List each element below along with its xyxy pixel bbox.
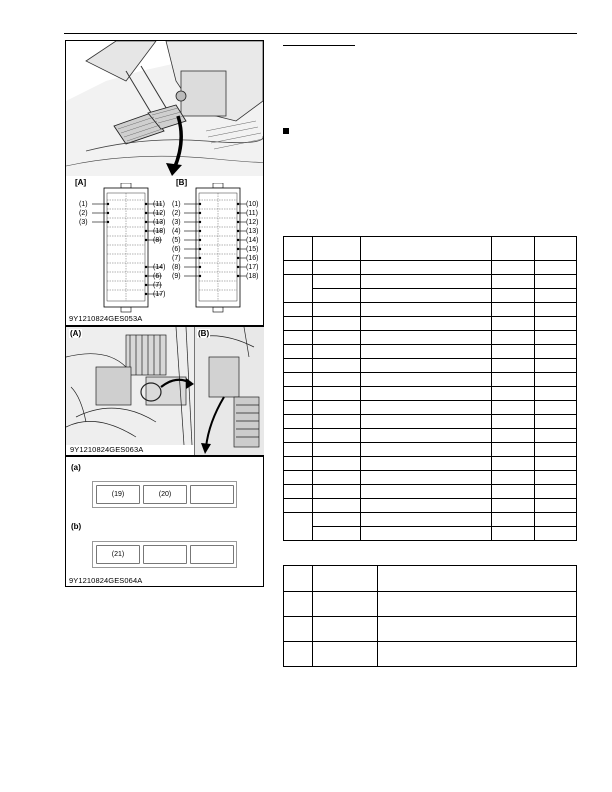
callout-b-left: (4)	[172, 228, 181, 235]
relay-slot	[143, 545, 187, 564]
table-row	[284, 429, 577, 443]
bullet-square-icon	[283, 128, 289, 134]
fuse-box-label-a: [A]	[75, 178, 87, 187]
callout-a-left: (1)	[79, 201, 88, 208]
table-row	[284, 303, 577, 317]
figure-panel-fuse-box	[65, 40, 264, 326]
callout-a-left: (3)	[79, 219, 88, 226]
callout-b-right: (16)	[246, 255, 259, 262]
callout-b-left: (2)	[172, 210, 181, 217]
figure-code: 9Y1210824GES064A	[69, 576, 143, 585]
callout-a-left: (2)	[79, 210, 88, 217]
callout-b-right: (10)	[246, 201, 259, 208]
callout-b-right: (12)	[246, 219, 259, 226]
callout-a-right: (18)	[153, 228, 166, 235]
callout-b-left: (3)	[172, 219, 181, 226]
table-row	[284, 592, 577, 617]
table-row	[284, 373, 577, 387]
table-row	[284, 401, 577, 415]
relay-slot: (21)	[96, 545, 140, 564]
callout-b-right: (15)	[246, 246, 259, 253]
relay-group-label-a: (a)	[71, 463, 81, 472]
table-row	[284, 387, 577, 401]
table-row	[284, 617, 577, 642]
callout-b-left: (9)	[172, 273, 181, 280]
relay-table	[283, 565, 577, 667]
figure-panel-relay-location	[65, 326, 264, 456]
callout-a-right: (6)	[153, 273, 162, 280]
table-row	[284, 289, 577, 303]
table-row	[284, 331, 577, 345]
relay-slot: (19)	[96, 485, 140, 504]
callout-a-right: (17)	[153, 291, 166, 298]
table-row	[284, 443, 577, 457]
relay-slot	[190, 485, 234, 504]
relay-slot	[190, 545, 234, 564]
callout-leaders	[66, 183, 265, 333]
fuse-table	[283, 236, 577, 541]
callout-a-right: (14)	[153, 264, 166, 271]
table-row	[284, 317, 577, 331]
table-row	[284, 261, 577, 275]
table-row	[284, 499, 577, 513]
callout-b-left: (7)	[172, 255, 181, 262]
table-row	[284, 513, 577, 527]
table-row	[284, 457, 577, 471]
table-row	[284, 471, 577, 485]
figure-panel-relay-layout	[65, 456, 264, 587]
engine-compartment-illustration	[66, 327, 194, 445]
callout-b-right: (14)	[246, 237, 259, 244]
fuse-box-label-b: [B]	[176, 178, 188, 187]
section-heading-underline	[283, 45, 355, 46]
table-row	[284, 359, 577, 373]
callout-b-right: (11)	[246, 210, 258, 217]
relay-row-a	[92, 481, 237, 508]
callout-a-right: (7)	[153, 282, 162, 289]
header-rule	[64, 33, 577, 34]
callout-b-right: (17)	[246, 264, 259, 271]
callout-a-right: (12)	[153, 210, 166, 217]
table-row	[284, 566, 577, 592]
callout-a-right: (11)	[153, 201, 165, 208]
table-row	[284, 485, 577, 499]
callout-a-right: (13)	[153, 219, 166, 226]
table-row	[284, 415, 577, 429]
relay-group-label-b: (b)	[71, 522, 82, 531]
callout-b-left: (1)	[172, 201, 181, 208]
callout-b-left: (6)	[172, 246, 181, 253]
callout-b-right: (13)	[246, 228, 259, 235]
table-row	[284, 345, 577, 359]
relay-row-b	[92, 541, 237, 568]
figure-code: 9Y1210824GES053A	[69, 314, 143, 323]
relay-label-b: (B)	[198, 329, 210, 338]
table-row	[284, 527, 577, 541]
callout-a-right: (8)	[153, 237, 162, 244]
relay-closeup-illustration	[194, 327, 264, 455]
table-row	[284, 275, 577, 289]
relay-slot: (20)	[143, 485, 187, 504]
callout-b-left: (5)	[172, 237, 181, 244]
pedal-illustration	[66, 41, 263, 176]
relay-label-a: (A)	[70, 329, 82, 338]
figure-code: 9Y1210824GES063A	[70, 445, 144, 454]
callout-b-left: (8)	[172, 264, 181, 271]
callout-b-right: (18)	[246, 273, 259, 280]
table-row	[284, 642, 577, 667]
table-row	[284, 237, 577, 261]
